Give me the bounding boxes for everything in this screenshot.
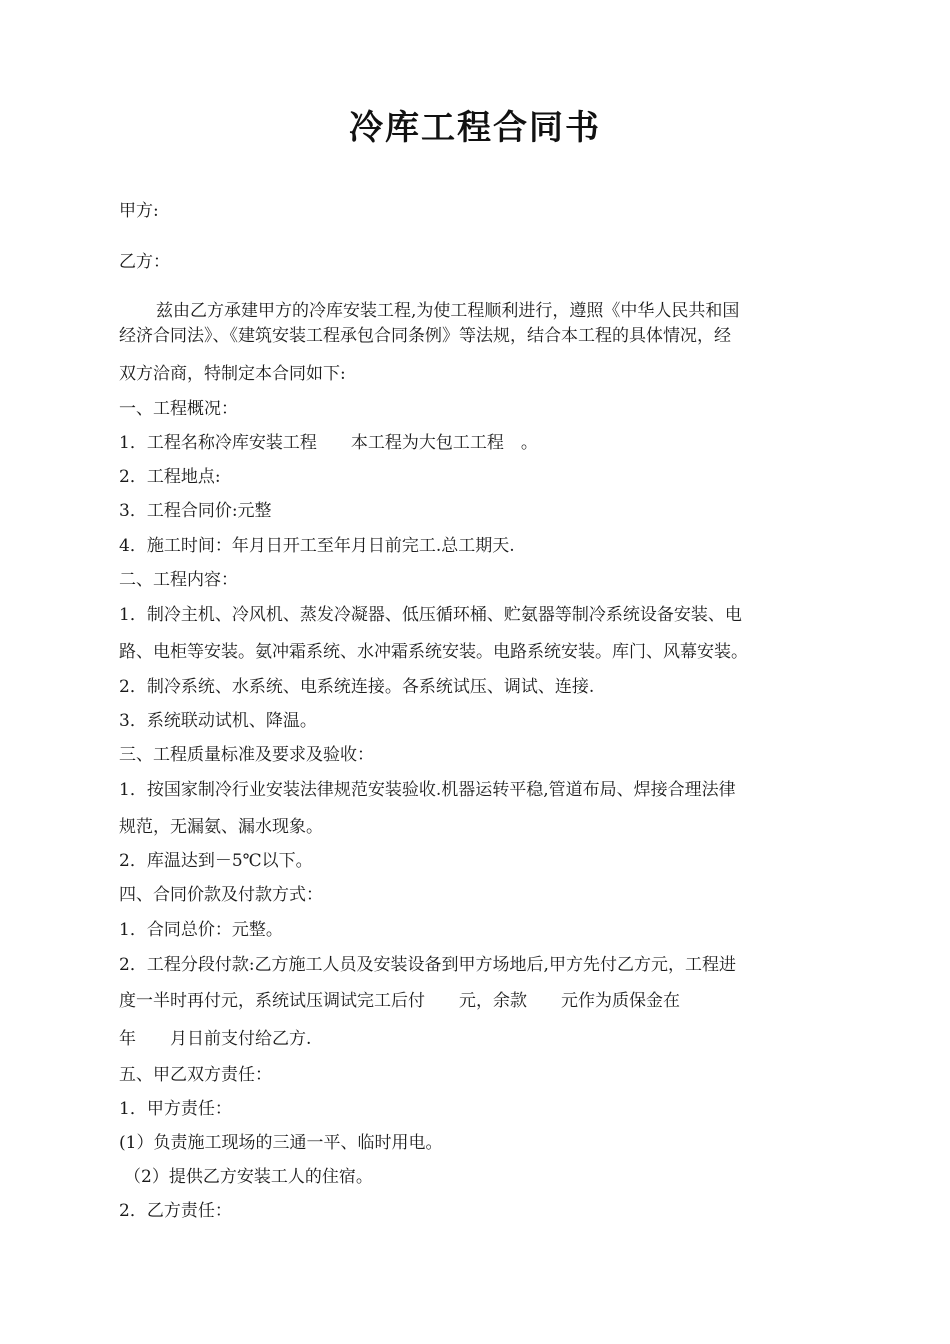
section-item: 规范，无漏氨、漏水现象。 (119, 817, 323, 837)
section-item: 1．合同总价：元整。 (119, 920, 283, 940)
section-item: （2）提供乙方安装工人的住宿。 (124, 1167, 373, 1187)
section-item: 1．制冷主机、冷风机、蒸发冷凝器、低压循环桶、贮氨器等制冷系统设备安装、电 (119, 605, 742, 625)
section-item: 2．库温达到－5℃以下。 (119, 851, 313, 871)
section-item: 1．工程名称冷库安装工程 本工程为大包工工程 。 (119, 433, 538, 453)
preamble-line: 兹由乙方承建甲方的冷库安装工程,为使工程顺利进行，遵照《中华人民共和国 (156, 301, 740, 321)
section-item: 4．施工时间：年月日开工至年月日前完工.总工期天. (119, 536, 515, 556)
section-item: 2．乙方责任： (119, 1201, 232, 1221)
section-item: 年 月日前支付给乙方. (119, 1029, 312, 1049)
section-item: 2．制冷系统、水系统、电系统连接。各系统试压、调试、连接. (119, 677, 595, 697)
section-item: (1）负责施工现场的三通一平、临时用电。 (119, 1133, 443, 1153)
party-a-label: 甲方: (119, 201, 159, 221)
preamble-line: 双方洽商，特制定本合同如下: (119, 364, 346, 384)
party-b-label: 乙方： (119, 252, 170, 272)
section-item: 1．按国家制冷行业安装法律规范安装验收.机器运转平稳,管道布局、焊接合理法律 (119, 780, 736, 800)
section-heading-responsibilities: 五、甲乙双方责任： (119, 1065, 272, 1085)
section-item: 1．甲方责任： (119, 1099, 232, 1119)
section-item: 3．工程合同价:元整 (119, 501, 272, 521)
section-item: 路、电柜等安装。氨冲霜系统、水冲霜系统安装。电路系统安装。库门、风幕安装。 (119, 642, 748, 662)
section-item: 2．工程分段付款:乙方施工人员及安装设备到甲方场地后,甲方先付乙方元，工程进 (119, 955, 736, 975)
section-item: 3．系统联动试机、降温。 (119, 711, 317, 731)
document-title: 冷库工程合同书 (349, 108, 601, 148)
preamble-line: 经济合同法》、《建筑安装工程承包合同条例》等法规，结合本工程的具体情况，经 (119, 326, 731, 346)
section-item: 度一半时再付元，系统试压调试完工后付 元，余款 元作为质保金在 (119, 991, 680, 1011)
section-heading-quality: 三、工程质量标准及要求及验收： (119, 745, 374, 765)
section-item: 2．工程地点: (119, 467, 221, 487)
section-heading-overview: 一、工程概况： (119, 399, 238, 419)
section-heading-payment: 四、合同价款及付款方式： (119, 885, 323, 905)
section-heading-content: 二、工程内容： (119, 570, 238, 590)
